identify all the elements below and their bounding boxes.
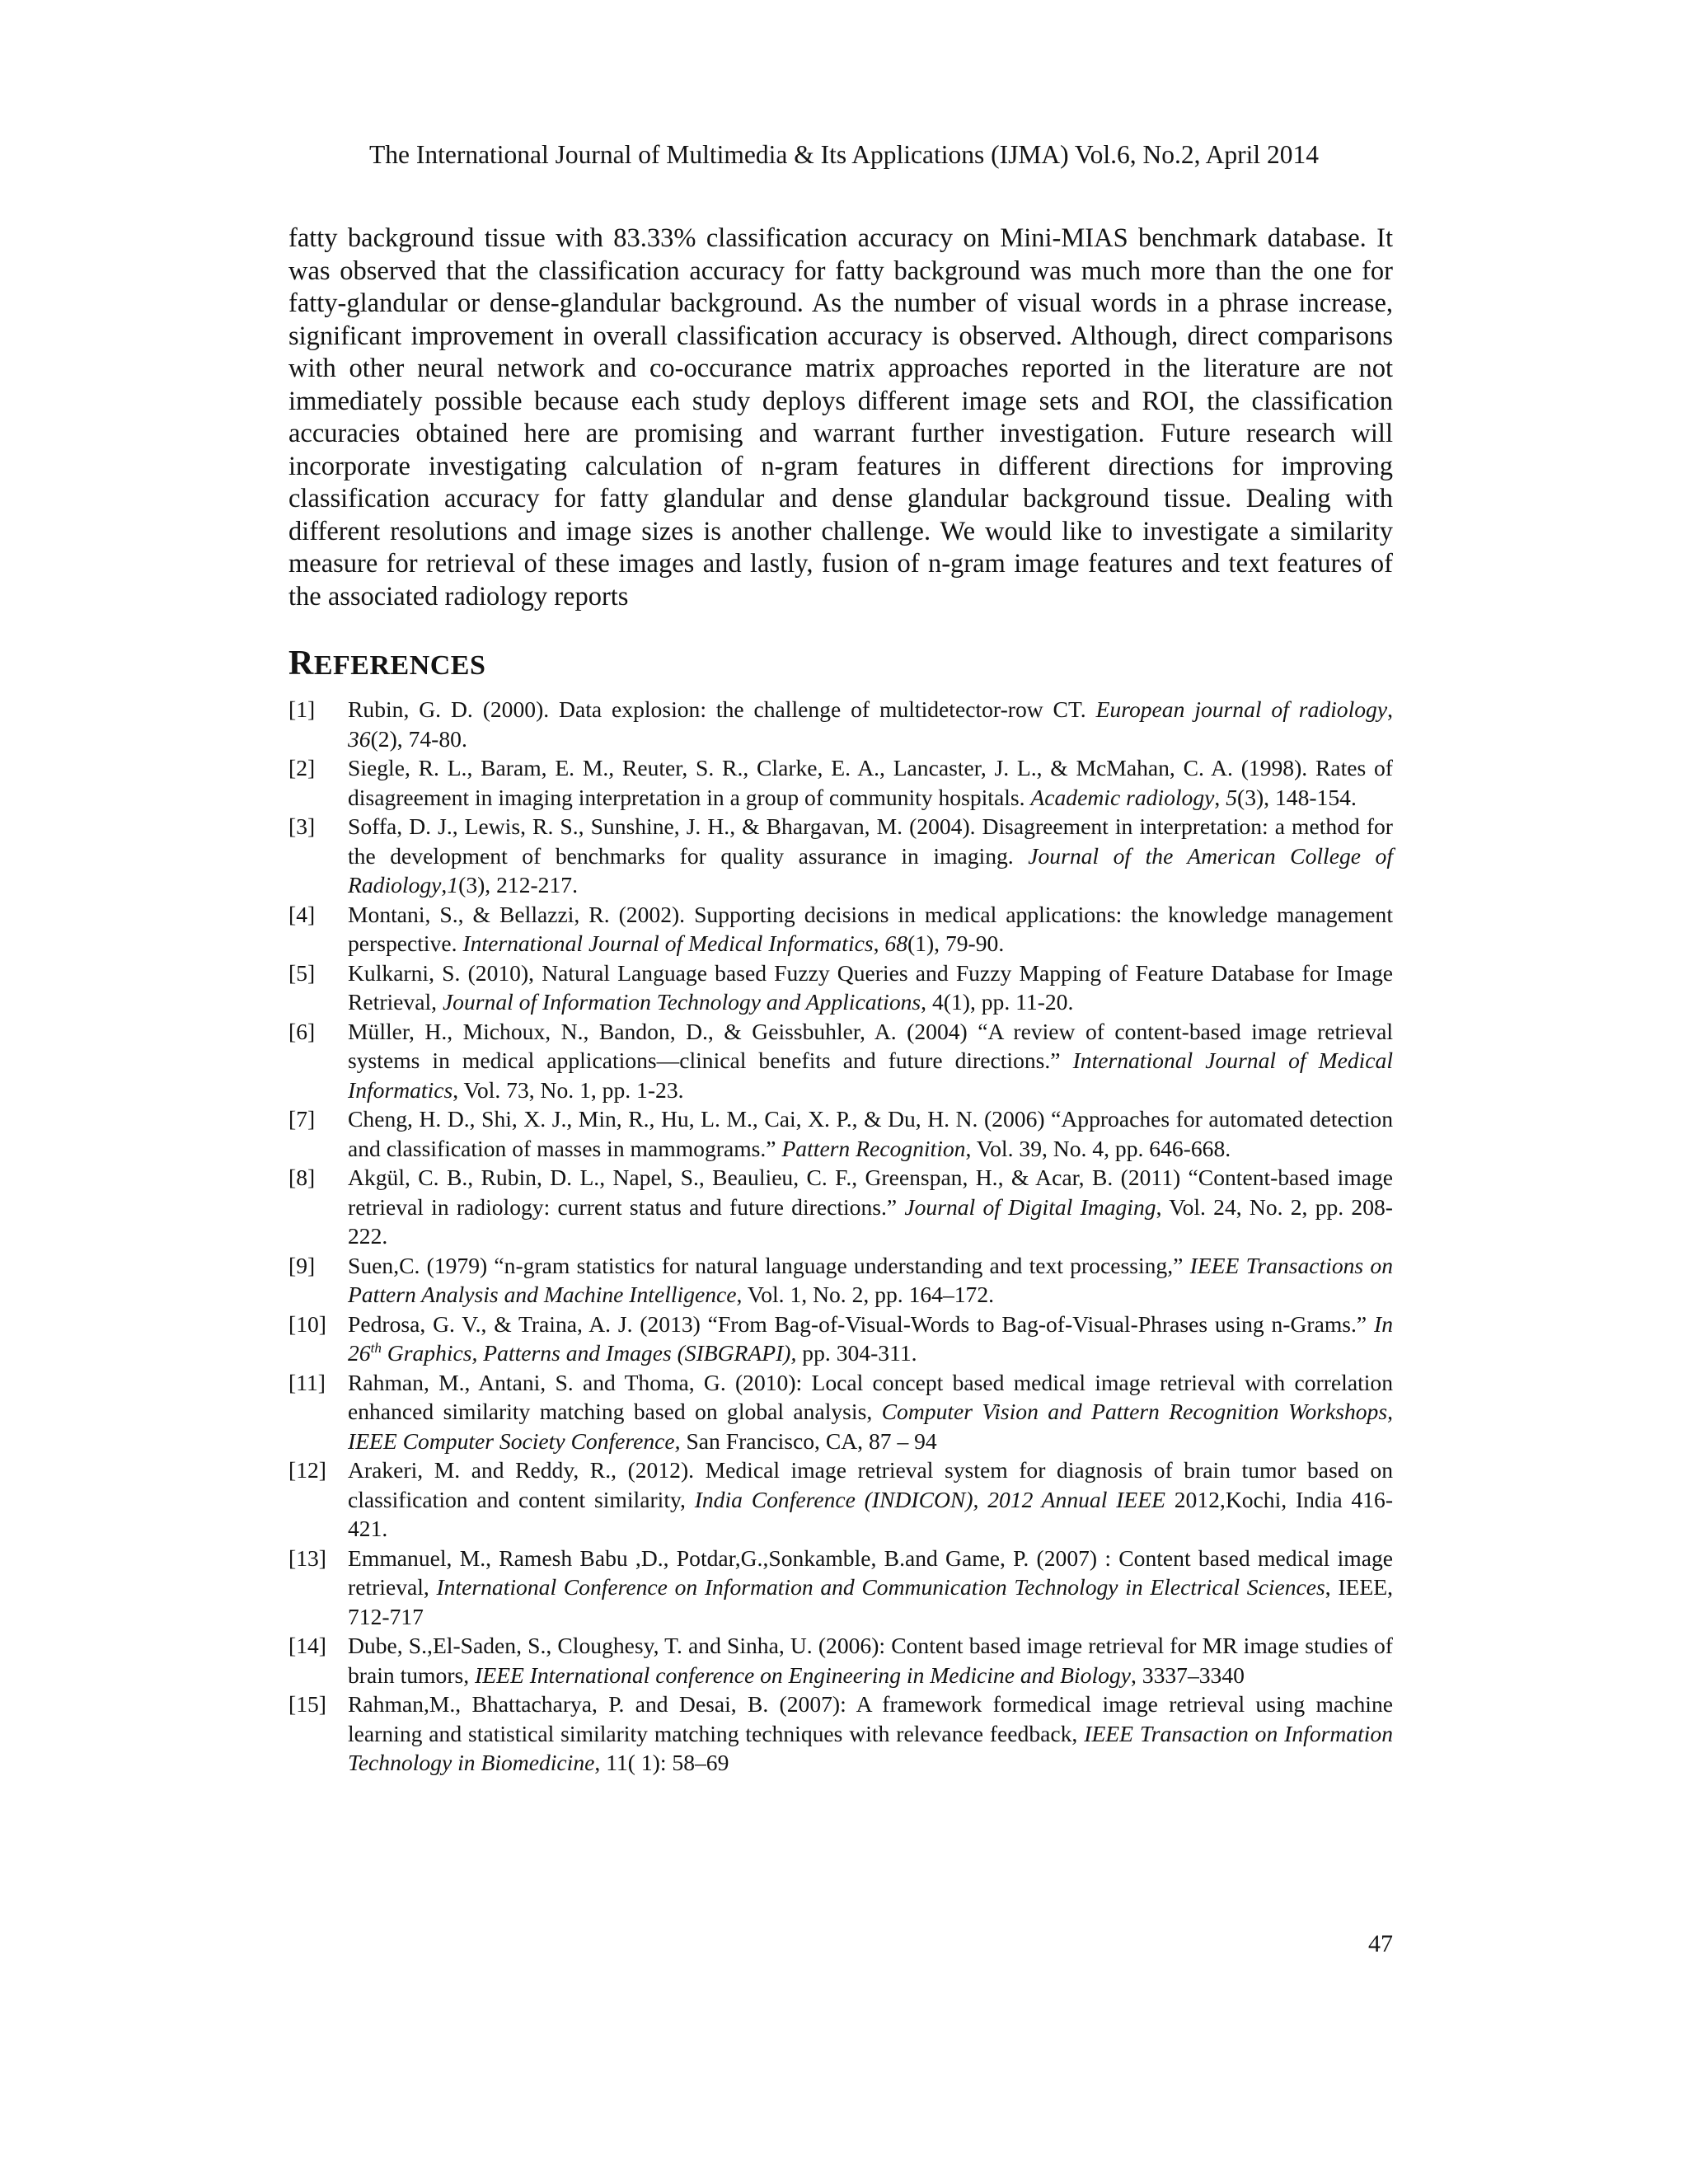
reference-number: [8] xyxy=(288,1165,316,1190)
reference-item xyxy=(288,1544,1393,1632)
reference-text: Rahman, M., Antani, S. and Thoma, G. (2010): Local concept based medical image retrieval with correlation enhanced similarity matching based on global analysis, Computer Vision and Pattern Recognition Workshops, IEEE Computer Society Conference, San Francisco, CA, 87 – 94 xyxy=(348,1369,1393,1454)
reference-text: Akgül, C. B., Rubin, D. L., Napel, S., Beaulieu, C. F., Greenspan, H., & Acar, B. (2011) “Content-based image retrieval in radiology: current status and future directions.” Journal of Digital Imaging, Vol. 24, No. 2, pp. 208-222. xyxy=(348,1165,1394,1249)
reference-text: Cheng, H. D., Shi, X. J., Min, R., Hu, L. M., Cai, X. P., & Du, H. N. (2006) “Approaches for automated detection and classification of masses in mammograms.” Pattern Recognition, Vol. 39, No. 4, pp. 646-668. xyxy=(348,1106,1393,1161)
references-heading xyxy=(288,646,485,683)
conclusion-paragraph: fatty background tissue with 83.33% classification accuracy on Mini-MIAS benchmark database. It was observed that the classification accuracy for fatty background was much more than the one for fatty-glandular or dense-glandular background. As the number of visual words in a phrase increase, significant improvement in overall classification accuracy is observed. Although, direct comparisons with other neural network and co-occurance matrix approaches reported in the literature are not immediately possible because each study deploys different image sets and ROI, the classification accuracies obtained here are promising and warrant further investigation. Future research will incorporate investigating calculation of n-gram features in different directions for improving classification accuracy for fatty glandular and dense glandular background tissue. Dealing with different resolutions and image sizes is another challenge. We would like to investigate a similarity measure for retrieval of these images and lastly, fusion of n-gram image features and text features of the associated radiology reports xyxy=(288,223,1393,612)
reference-number: [13] xyxy=(288,1544,326,1571)
reference-text: Soffa, D. J., Lewis, R. S., Sunshine, J. H., & Bhargavan, M. (2004). Disagreement in interpretation: a method for the development of benchmarks for quality assurance in imaging. Journal of the American College of Radiology,1(3), 212-217. xyxy=(348,813,1393,898)
reference-item xyxy=(288,1690,1393,1778)
reference-number: [6] xyxy=(288,1018,316,1044)
reference-item xyxy=(288,1163,1393,1251)
reference-number: [14] xyxy=(288,1633,326,1658)
reference-number: [5] xyxy=(288,959,316,986)
reference-item xyxy=(288,753,1393,812)
reference-item xyxy=(288,812,1393,900)
reference-text: Arakeri, M. and Reddy, R., (2012). Medical image retrieval system for diagnosis of brain tumor based on classification and content similarity, India Conference (INDICON), 2012 Annual IEEE 2012,Kochi, India 416-421. xyxy=(348,1457,1394,1541)
reference-number: [12] xyxy=(288,1457,326,1483)
reference-item xyxy=(288,958,1393,1017)
reference-item xyxy=(288,1368,1393,1456)
reference-text: Pedrosa, G. V., & Traina, A. J. (2013) “From Bag-of-Visual-Words to Bag-of-Visual-Phrases using n-Grams.” In 26th Graphics, Patterns and Images (SIBGRAPI), pp. 304-311. xyxy=(348,1310,1393,1366)
reference-text: Kulkarni, S. (2010), Natural Language based Fuzzy Queries and Fuzzy Mapping of Feature Database for Image Retrieval, Journal of Information Technology and Applications, 4(1), pp. 11-20. xyxy=(348,959,1393,1015)
references-heading-initial: R xyxy=(288,644,314,682)
reference-number: [15] xyxy=(288,1691,326,1717)
page-number: 47 xyxy=(1368,1930,1393,1957)
reference-item xyxy=(288,1104,1393,1163)
reference-item xyxy=(288,1455,1393,1544)
reference-number: [9] xyxy=(288,1252,316,1278)
reference-item xyxy=(288,1251,1393,1310)
reference-text: Montani, S., & Bellazzi, R. (2002). Supporting decisions in medical applications: the knowledge management perspective. International Journal of Medical Informatics, 68(1), 79-90. xyxy=(348,901,1393,956)
reference-item xyxy=(288,900,1393,958)
reference-number: [1] xyxy=(288,696,316,722)
reference-number: [2] xyxy=(288,755,316,780)
reference-number: [7] xyxy=(288,1106,316,1132)
running-header: The International Journal of Multimedia & Its Applications (IJMA) Vol.6, No.2, April 2014 xyxy=(369,140,1319,169)
reference-text: Siegle, R. L., Baram, E. M., Reuter, S. R., Clarke, E. A., Lancaster, J. L., & McMahan, C. A. (1998). Rates of disagreement in imaging interpretation in a group of community hospitals. Academic radiology, 5(3), 148-154. xyxy=(348,755,1393,810)
reference-number: [10] xyxy=(288,1310,326,1337)
reference-number: [3] xyxy=(288,813,316,839)
references-list xyxy=(288,695,1393,1778)
reference-item xyxy=(288,1631,1393,1690)
reference-text: Rubin, G. D. (2000). Data explosion: the challenge of multidetector-row CT. European journal of radiology, 36(2), 74-80. xyxy=(348,696,1393,752)
reference-item xyxy=(288,1017,1393,1105)
reference-text: Dube, S.,El-Saden, S., Cloughesy, T. and Sinha, U. (2006): Content based image retrieval for MR image studies of brain tumors, IEEE International conference on Engineering in Medicine and Biology, 3337–3340 xyxy=(348,1633,1393,1688)
reference-item xyxy=(288,695,1393,753)
reference-text: Emmanuel, M., Ramesh Babu ,D., Potdar,G.,Sonkamble, B.and Game, P. (2007) : Content based medical image retrieval, International Conference on Information and Communication Technology in Electrical Sciences, IEEE, 712-717 xyxy=(348,1544,1393,1629)
reference-item xyxy=(288,1310,1393,1368)
references-heading-rest: EFERENCES xyxy=(313,650,486,681)
reference-text: Müller, H., Michoux, N., Bandon, D., & Geissbuhler, A. (2004) “A review of content-based image retrieval systems in medical applications—clinical benefits and future directions.” International Journal of Medical Informatics, Vol. 73, No. 1, pp. 1-23. xyxy=(348,1018,1393,1103)
reference-number: [11] xyxy=(288,1369,326,1395)
reference-number: [4] xyxy=(288,901,316,927)
reference-text: Suen,C. (1979) “n-gram statistics for natural language understanding and text processing,” IEEE Transactions on Pattern Analysis and Machine Intelligence, Vol. 1, No. 2, pp. 164–172. xyxy=(348,1252,1393,1307)
reference-text: Rahman,M., Bhattacharya, P. and Desai, B. (2007): A framework formedical image retrieval using machine learning and statistical similarity matching techniques with relevance feedback, IEEE Transaction on Information Technology in Biomedicine, 11( 1): 58–69 xyxy=(348,1691,1394,1775)
